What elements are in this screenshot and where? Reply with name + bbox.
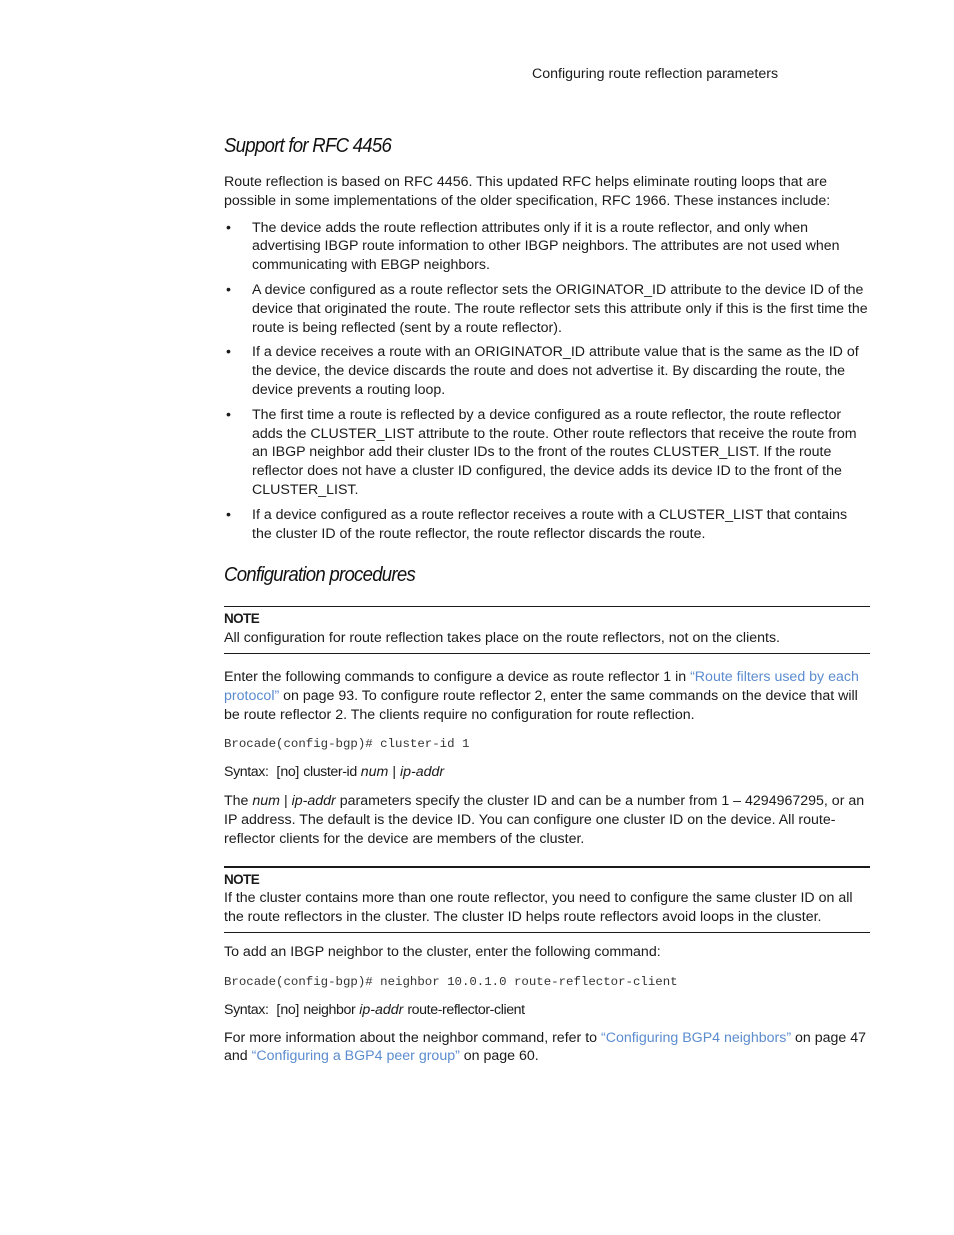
bullet-icon: • [226,219,231,236]
note-label: NOTE [224,871,260,887]
syntax-command: route-reflector-client [407,1001,525,1018]
list-item-text: If a device receives a route with an ORIGINATOR_ID attribute value that is the same as the ID of the device, the device discards the route and does not advertise it. By discarding the route, the device prevents a routing loop. [252,344,859,398]
syntax-arg: ip-addr [359,1001,404,1018]
syntax-label: Syntax: [224,764,269,781]
paragraph-text: For more information about the [224,1029,423,1046]
bullet-icon: • [226,406,231,423]
syntax-arg: num [360,764,389,781]
bgp4-neighbors-link[interactable]: “Configuring BGP4 neighbors” [600,1029,792,1046]
code-example-cluster-id: Brocade(config-bgp)# cluster-id 1 [224,737,470,752]
cluster-id-description [224,792,870,848]
paragraph-text: parameters specify the cluster ID and can be a number from 1 – 4294967295, or an IP address. The default is the device ID. You can configure one cluster ID on the device. All route-reflector clients for the device are members of the cluster. [224,793,865,847]
syntax-pipe: | [392,764,397,781]
note-box [224,866,870,933]
note-text: If the cluster contains more than one route reflector, you need to configure the same cluster ID on all the route reflectors in the cluster. The cluster ID helps route reflectors avoid loops in the cluster. [224,890,853,926]
syntax-label: Syntax: [224,1001,269,1018]
intro-paragraph: Route reflection is based on RFC 4456. This updated RFC helps eliminate routing loops that are possible in some implementations of the older specification, RFC 1966. These instances include: [224,174,831,209]
list-item [224,281,870,337]
list-item [224,406,870,500]
syntax-line-cluster-id [224,763,870,782]
syntax-bracket: ] [295,764,300,781]
note-label: NOTE [224,611,260,627]
command-name: neighbor [422,1029,478,1046]
rfc-bullet-list [224,219,870,544]
paragraph-text: on page 47 and [224,1029,866,1065]
more-info-paragraph [224,1029,870,1067]
syntax-keyword: no [280,764,296,781]
running-header: Configuring route reflection parameters [532,66,779,82]
syntax-line-neighbor [224,1001,870,1020]
route-filters-link[interactable]: “Route filters used by each protocol” [224,668,859,704]
syntax-keyword: no [280,1001,296,1018]
enter-commands-paragraph [224,668,870,724]
note-box [224,606,870,654]
list-item-text: A device configured as a route reflector sets the ORIGINATOR_ID attribute to the device ID of the device that originated the route. The route reflector sets this attribute only if this is the first time the route is being reflected (sent by a route reflector). [252,281,868,336]
param-separator: | [280,793,292,810]
bullet-icon: • [226,281,231,298]
paragraph-text: The [224,793,253,810]
list-item-text: The device adds the route reflection attributes only if it is a route reflector, and only when advertising IBGP route information to other IBGP neighbors. The attributes are not used when communicating with EBGP neighbors. [252,219,840,274]
param-name: num [252,793,280,810]
syntax-command: cluster-id [303,764,357,781]
list-item [224,343,870,399]
list-item-text: If a device configured as a route reflector receives a route with a CLUSTER_LIST that contains the cluster ID of the route reflector, the route reflector discards the route. [252,506,848,542]
bullet-icon: • [226,344,231,361]
section-heading-rfc: Support for RFC 4456 [224,135,392,157]
note-text: All configuration for route reflection takes place on the route reflectors, not on the clients. [224,630,780,647]
syntax-arg: ip-addr [399,764,445,781]
add-neighbor-paragraph: To add an IBGP neighbor to the cluster, enter the following command: [224,943,661,960]
paragraph-text: command, refer to [477,1029,601,1046]
list-item-text: The first time a route is reflected by a device configured as a route reflector, the route reflector adds the CLUSTER_LIST attribute to the route. Other route reflectors that receive the route from an IBGP neighbor add their cluster IDs to the front of the routes CLUSTER_LIST. If the route reflector does not have a cluster ID configured, the device adds its device ID to the front of the CLUSTER_LIST. [252,406,857,498]
syntax-bracket: [ [276,1001,281,1018]
bullet-icon: • [226,506,231,523]
paragraph-text: on page 60. [459,1048,539,1065]
bgp4-peer-group-link[interactable]: “Configuring a BGP4 peer group” [251,1048,460,1065]
section-heading-config: Configuration procedures [224,564,416,587]
page-content [224,133,870,1066]
param-name: ip-addr [291,793,336,810]
list-item [224,219,870,275]
code-example-neighbor: Brocade(config-bgp)# neighbor 10.0.1.0 route-reflector-client [224,974,678,989]
syntax-bracket: ] [295,1001,300,1018]
paragraph-text: on page 93. To configure route reflector 2, enter the same commands on the device that will be route reflector 2. The clients require no configuration for route reflection. [224,687,858,723]
list-item [224,506,870,544]
paragraph-text: Enter the following commands to configure a device as route reflector 1 in [224,668,691,685]
syntax-command: neighbor [303,1001,356,1018]
syntax-bracket: [ [276,764,281,781]
